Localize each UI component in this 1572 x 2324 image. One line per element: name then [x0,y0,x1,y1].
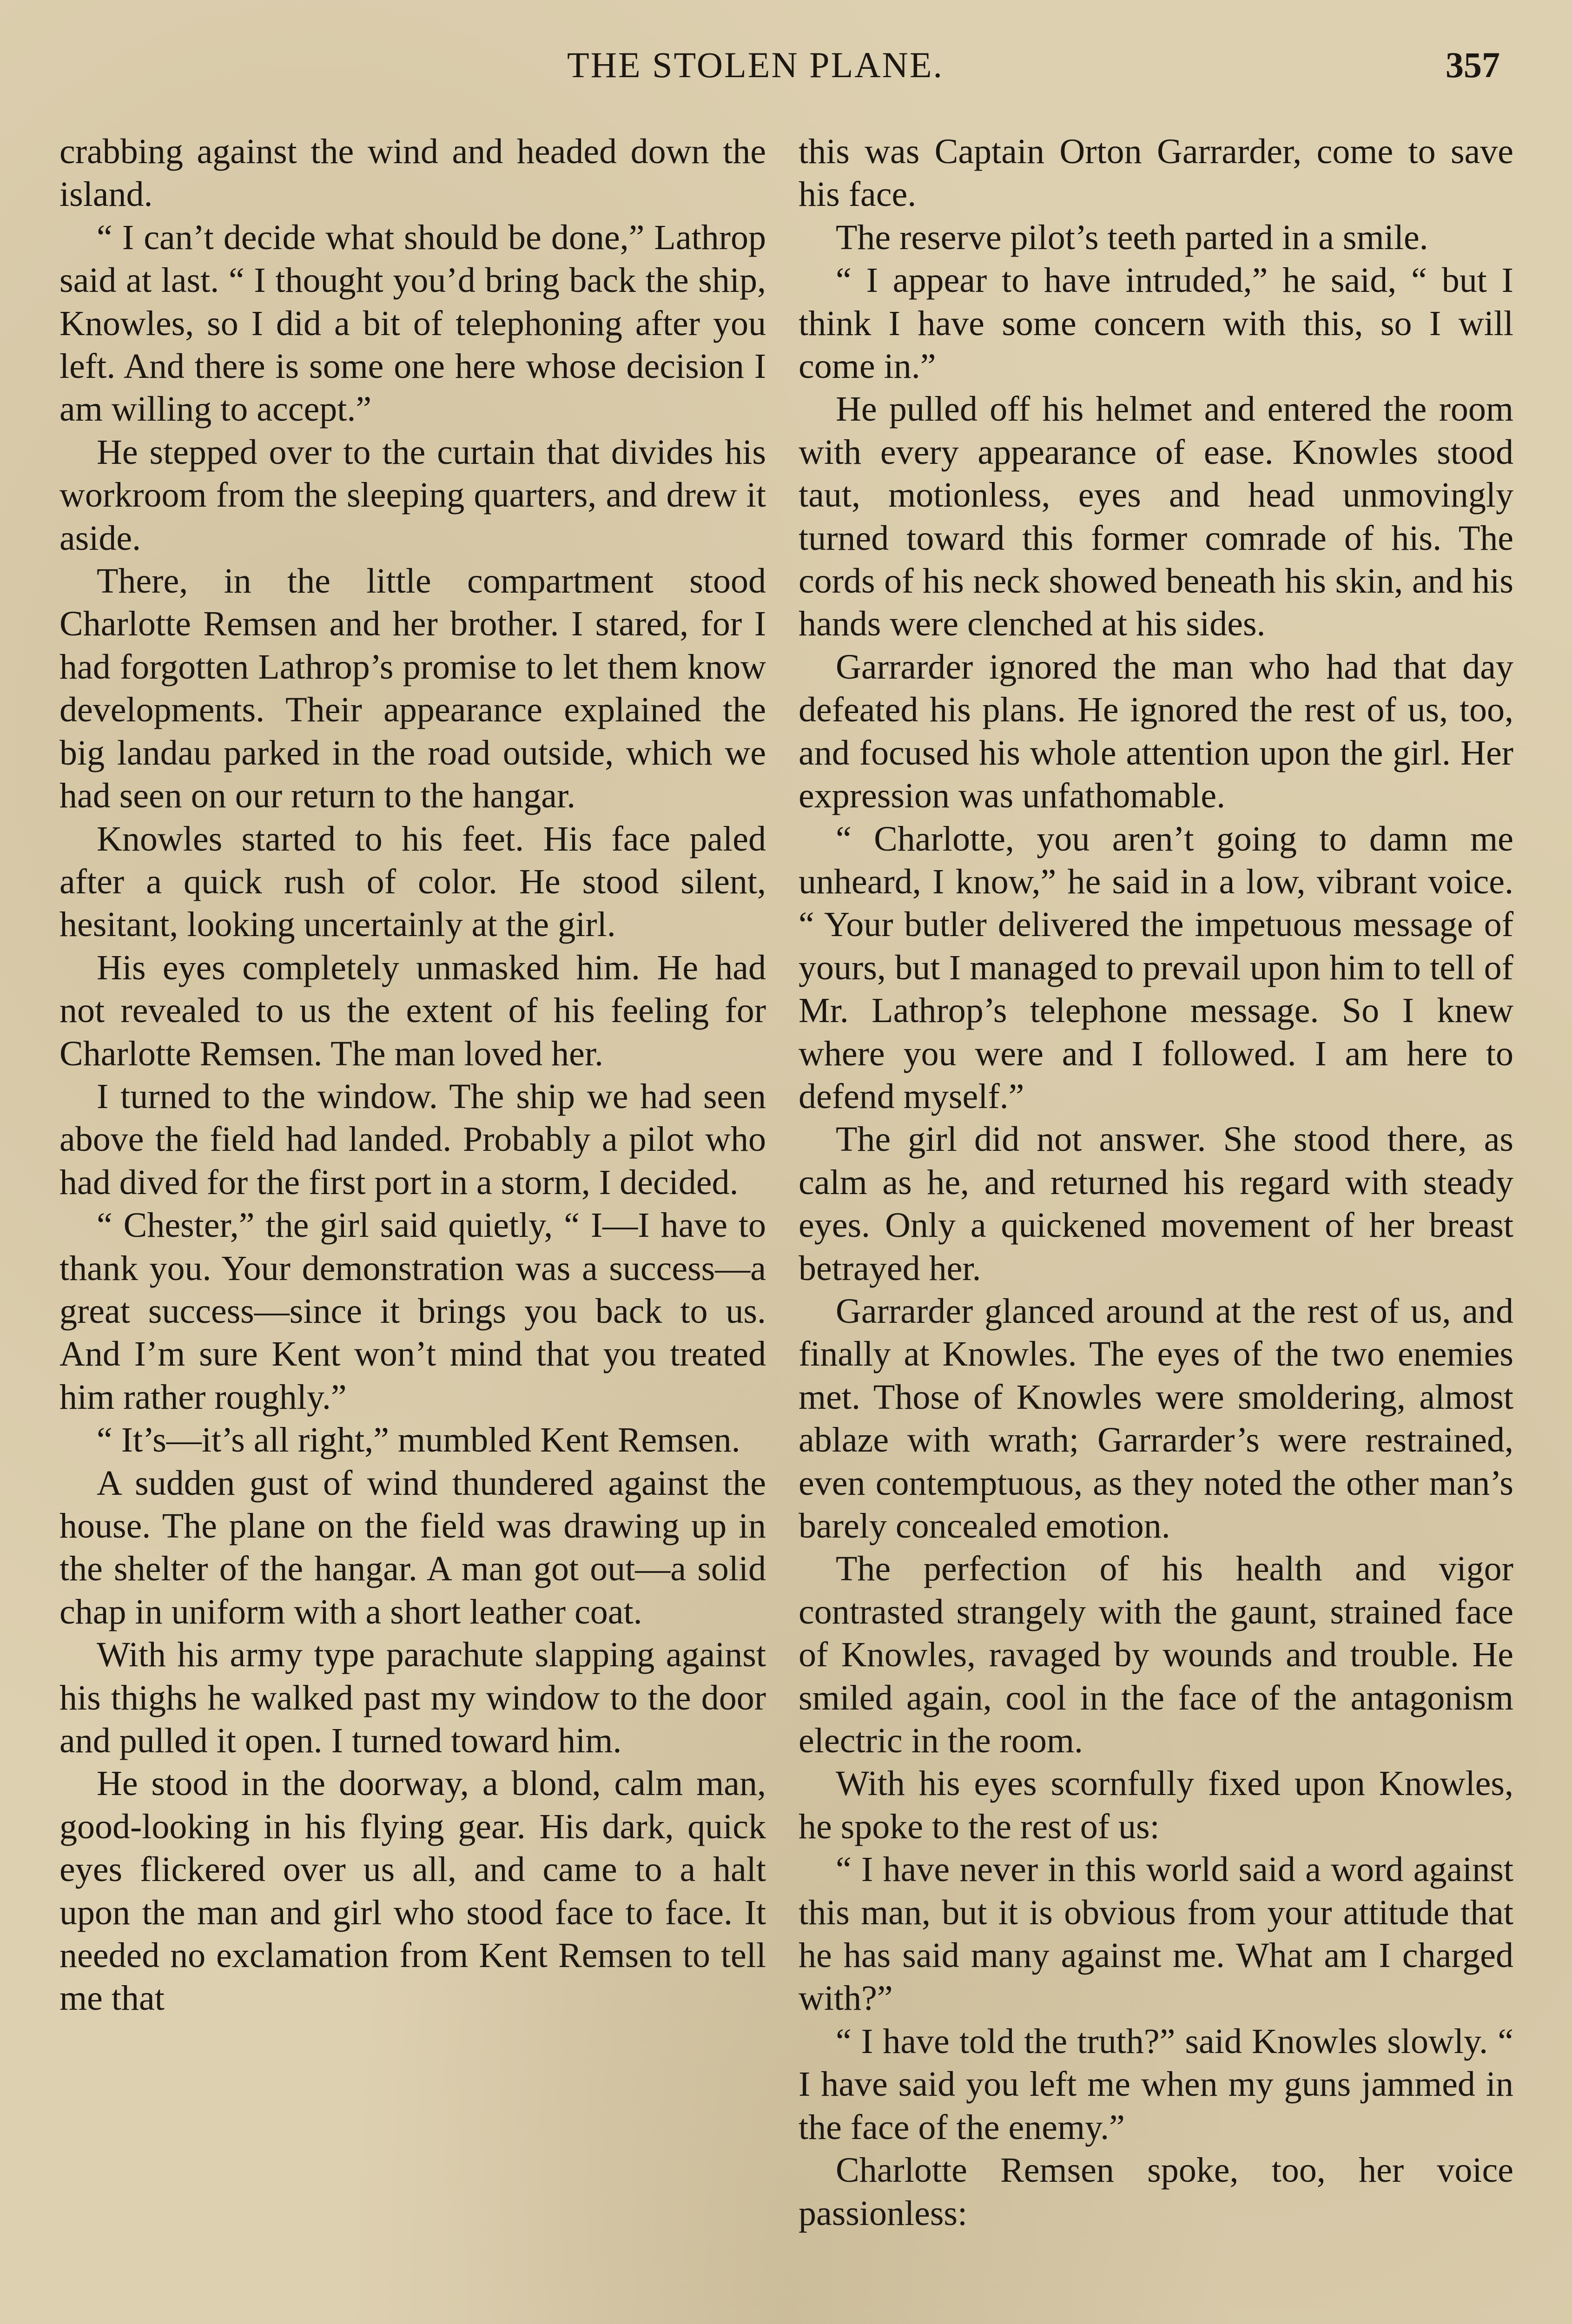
paragraph: crabbing against the wind and headed down the island. [59,132,766,214]
paragraph: The girl did not answer. She stood there, as calm as he, and returned his regard with steady eyes. Only a quickened movement of her breast betrayed her. [799,1120,1513,1288]
right-column [799,130,1513,2235]
paragraph: With his eyes scornfully fixed upon Knowles, he spoke to the rest of us: [799,1764,1513,1846]
paragraph: this was Captain Orton Garrarder, come to save his face. [799,132,1513,214]
paragraph: A sudden gust of wind thundered against the house. The plane on the field was drawing up in the shelter of the hangar. A man got out—a solid chap in uniform with a short leather coat. [59,1463,766,1631]
paragraph: “ I appear to have intruded,” he said, “ but I think I have some concern with this, so I will come in.” [799,261,1513,386]
paragraph: The perfection of his health and vigor contrasted strangely with the gaunt, strained face of Knowles, ravaged by wounds and trouble. He smiled again, cool in the face of the antagonism electric in the room. [799,1549,1513,1761]
paragraph: Garrarder ignored the man who had that day defeated his plans. He ignored the rest of us, too, and focused his whole attention upon the girl. Her expression was unfathomable. [799,647,1513,816]
paragraph: “ Chester,” the girl said quietly, “ I—I have to thank you. Your demonstration was a success—a great success—since it brings you back to us. And I’m sure Kent won’t mind that you treated him rather roughly.” [59,1206,766,1417]
paragraph: I turned to the window. The ship we had seen above the field had landed. Probably a pilot who had dived for the first port in a storm, I decided. [59,1076,766,1202]
paragraph: The reserve pilot’s teeth parted in a smile. [836,218,1428,257]
paragraph: “ I have never in this world said a word against this man, but it is obvious from your attitude that he has said many against me. What am I charged with?” [799,1850,1513,2018]
paragraph: “ Charlotte, you aren’t going to damn me unheard, I know,” he said in a low, vibrant voice. “ Your butler delivered the impetuous message of yours, but I managed to prevail upon him to tell of Mr. Lathrop’s telephone message. So I knew where you were and I followed. I am here to defend myself.” [799,819,1513,1116]
paragraph: Knowles started to his feet. His face paled after a quick rush of color. He stood silent, hesitant, looking uncertainly at the girl. [59,819,766,944]
paragraph: “ I have told the truth?” said Knowles slowly. “ I have said you left me when my guns jammed in the face of the enemy.” [799,2021,1513,2147]
paragraph: There, in the little compartment stood Charlotte Remsen and her brother. I stared, for I had forgotten Lathrop’s promise to let them know developments. Their appearance explained the big landau parked in the road outside, which we had seen on our return to the hangar. [59,561,766,816]
paragraph: His eyes completely unmasked him. He had not revealed to us the extent of his feeling for Charlotte Remsen. The man loved her. [59,948,766,1073]
paragraph: He pulled off his helmet and entered the room with every appearance of ease. Knowles stood taut, motionless, eyes and head unmovingly turned toward this former comrade of his. The cords of his neck showed beneath his skin, and his hands were clenched at his sides. [799,390,1513,644]
paragraph: He stepped over to the curtain that divides his workroom from the sleeping quarters, and drew it aside. [59,432,766,558]
page-number: 357 [1446,45,1500,85]
paragraph: Garrarder glanced around at the rest of us, and finally at Knowles. The eyes of the two enemies met. Those of Knowles were smoldering, almost ablaze with wrath; Garrarder’s were restrained, even contemptuous, as they noted the other man’s barely concealed emotion. [799,1291,1513,1545]
paragraph: “ It’s—it’s all right,” mumbled Kent Remsen. [97,1420,740,1460]
paragraph: Charlotte Remsen spoke, too, her voice passionless: [799,2151,1513,2233]
running-header: THE STOLEN PLANE. [567,45,944,85]
paragraph: “ I can’t decide what should be done,” Lathrop said at last. “ I thought you’d bring back the ship, Knowles, so I did a bit of telephoning after you left. And there is some one here whose decision I am willing to accept.” [59,218,766,429]
left-column [59,130,766,2020]
paragraph: He stood in the doorway, a blond, calm man, good-looking in his flying gear. His dark, quick eyes flickered over us all, and came to a halt upon the man and girl who stood face to face. It needed no exclamation from Kent Remsen to tell me that [59,1764,766,2018]
paragraph: With his army type parachute slapping against his thighs he walked past my window to the door and pulled it open. I turned toward him. [59,1635,766,1761]
